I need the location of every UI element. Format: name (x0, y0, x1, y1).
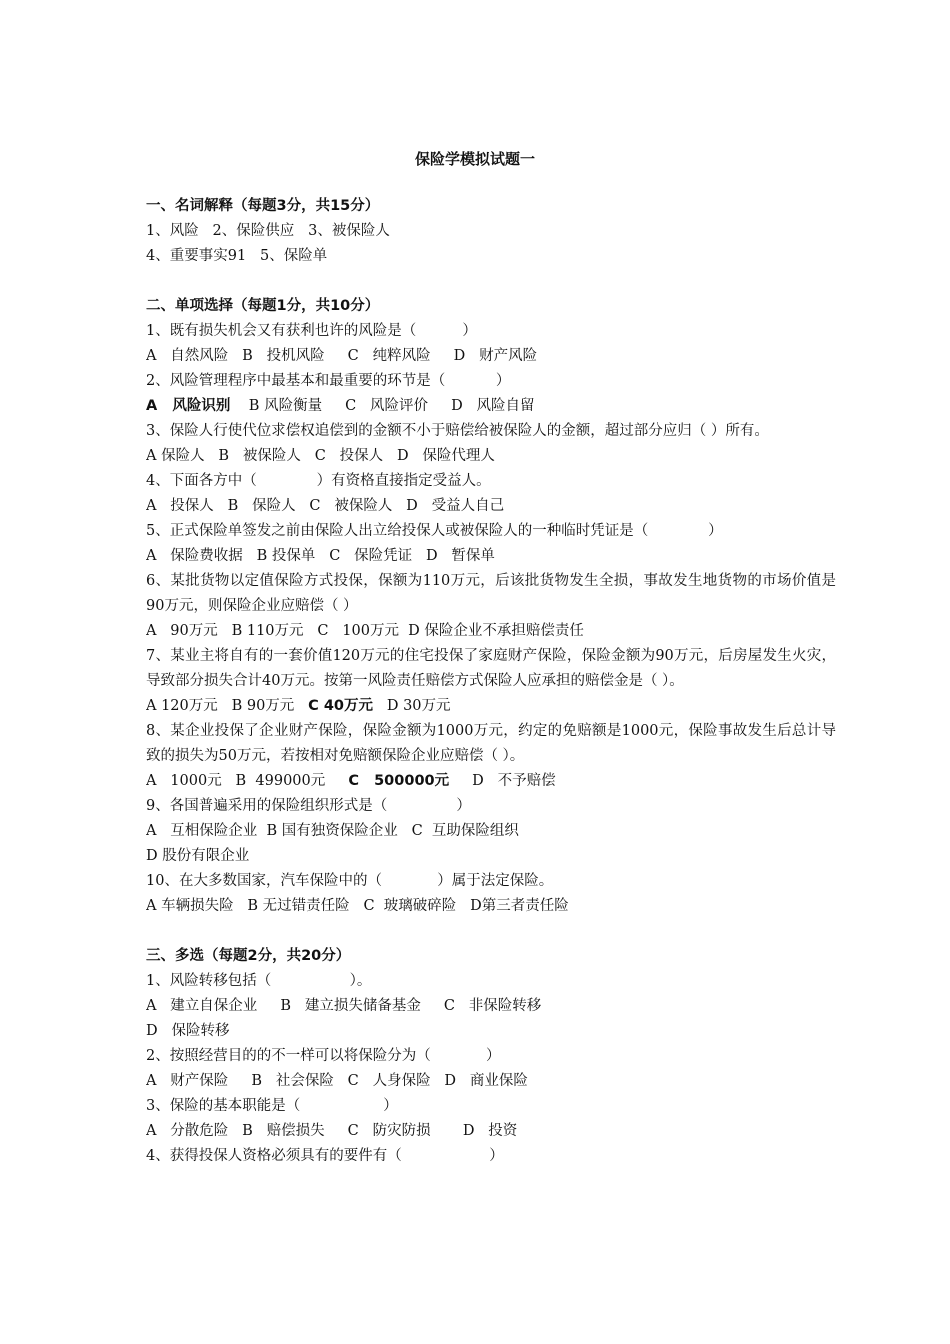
question-2-2: 2、风险管理程序中最基本和最重要的环节是（ ） (146, 373, 511, 389)
question-3-4: 4、获得投保人资格必须具有的要件有（ ） (146, 1148, 504, 1164)
options-2-7 (146, 694, 836, 719)
options-3-1b: D 保险转移 (146, 1023, 230, 1039)
options-2-8 (146, 769, 836, 794)
question-2-10: 10、在大多数国家，汽车保险中的（ ）属于法定保险。 (146, 873, 554, 889)
section1-line-2: 4、重要事实91 5、保险单 (146, 248, 328, 264)
question-2-7: 7、某业主将自有的一套价值120万元的住宅投保了家庭财产保险，保险金额为90万元，后房屋发生火灾，导致部分损失合计40万元。按第一风险责任赔偿方式保险人应承担的赔偿金是（ ）。 (146, 648, 836, 689)
options-2-9b: D 股份有限企业 (146, 848, 250, 864)
options-2-6: A 90万元 B 110万元 C 100万元 D 保险企业不承担赔偿责任 (146, 623, 584, 639)
question-2-3: 3、保险人行使代位求偿权追偿到的金额不小于赔偿给被保险人的金额，超过部分应归（ ）所有。 (146, 423, 769, 439)
section-heading-3: 三、多选（每题2分，共20分） (146, 948, 351, 964)
spacer (146, 269, 836, 294)
options-d: D 30万元 (373, 698, 451, 714)
section-heading-1: 一、名词解释（每题3分，共15分） (146, 198, 380, 214)
options-3-1: A 建立自保企业 B 建立损失储备基金 C 非保险转移 (146, 998, 542, 1014)
question-3-3: 3、保险的基本职能是（ ） (146, 1098, 398, 1114)
options-rest: B 风险衡量 C 风险评价 D 风险自留 (230, 398, 535, 414)
question-3-2: 2、按照经营目的的不一样可以将保险分为（ ） (146, 1048, 501, 1064)
exam-content (146, 194, 836, 1169)
spacer (146, 919, 836, 944)
options-2-1: A 自然风险 B 投机风险 C 纯粹风险 D 财产风险 (146, 348, 538, 364)
options-2-5: A 保险费收据 B 投保单 C 保险凭证 D 暂保单 (146, 548, 495, 564)
options-2-3: A 保险人 B 被保险人 C 投保人 D 保险代理人 (146, 448, 495, 464)
options-ab: A 120万元 B 90万元 (146, 698, 309, 714)
question-2-9: 9、各国普遍采用的保险组织形式是（ ） (146, 798, 471, 814)
option-answer-bold: C 40万元 (308, 698, 374, 714)
section1-line-1: 1、风险 2、保险供应 3、被保险人 (146, 223, 390, 239)
page-title: 保险学模拟试题一 (414, 150, 535, 168)
section-heading-2: 二、单项选择（每题1分，共10分） (146, 298, 380, 314)
question-2-1: 1、既有损失机会又有获利也许的风险是（ ） (146, 323, 477, 339)
question-2-4: 4、下面各方中（ ）有资格直接指定受益人。 (146, 473, 491, 489)
question-3-1: 1、风险转移包括（ ）。 (146, 973, 372, 989)
options-3-3: A 分散危险 B 赔偿损失 C 防灾防损 D 投资 (146, 1123, 518, 1139)
question-2-6: 6、某批货物以定值保险方式投保，保额为110万元，后该批货物发生全损，事故发生地货物的市场价值是90万元，则保险企业应赔偿（ ） (146, 573, 836, 614)
options-2-2 (146, 394, 836, 419)
option-answer-bold: C 500000元 (348, 773, 450, 789)
options-2-4: A 投保人 B 保险人 C 被保险人 D 受益人自己 (146, 498, 505, 514)
options-3-2: A 财产保险 B 社会保险 C 人身保险 D 商业保险 (146, 1073, 528, 1089)
options-ab: A 1000元 B 499000元 (146, 773, 349, 789)
question-2-8: 8、某企业投保了企业财产保险，保险金额为1000万元，约定的免赔额是1000元，保险事故发生后总计导致的损失为50万元，若按相对免赔额保险企业应赔偿（ ）。 (146, 723, 836, 764)
option-answer-bold: A 风险识别 (146, 398, 231, 414)
options-2-10: A 车辆损失险 B 无过错责任险 C 玻璃破碎险 D第三者责任险 (146, 898, 569, 914)
options-d: D 不予赔偿 (449, 773, 556, 789)
options-2-9: A 互相保险企业 B 国有独资保险企业 C 互助保险组织 (146, 823, 519, 839)
question-2-5: 5、正式保险单签发之前由保险人出立给投保人或被保险人的一种临时凭证是（ ） (146, 523, 723, 539)
